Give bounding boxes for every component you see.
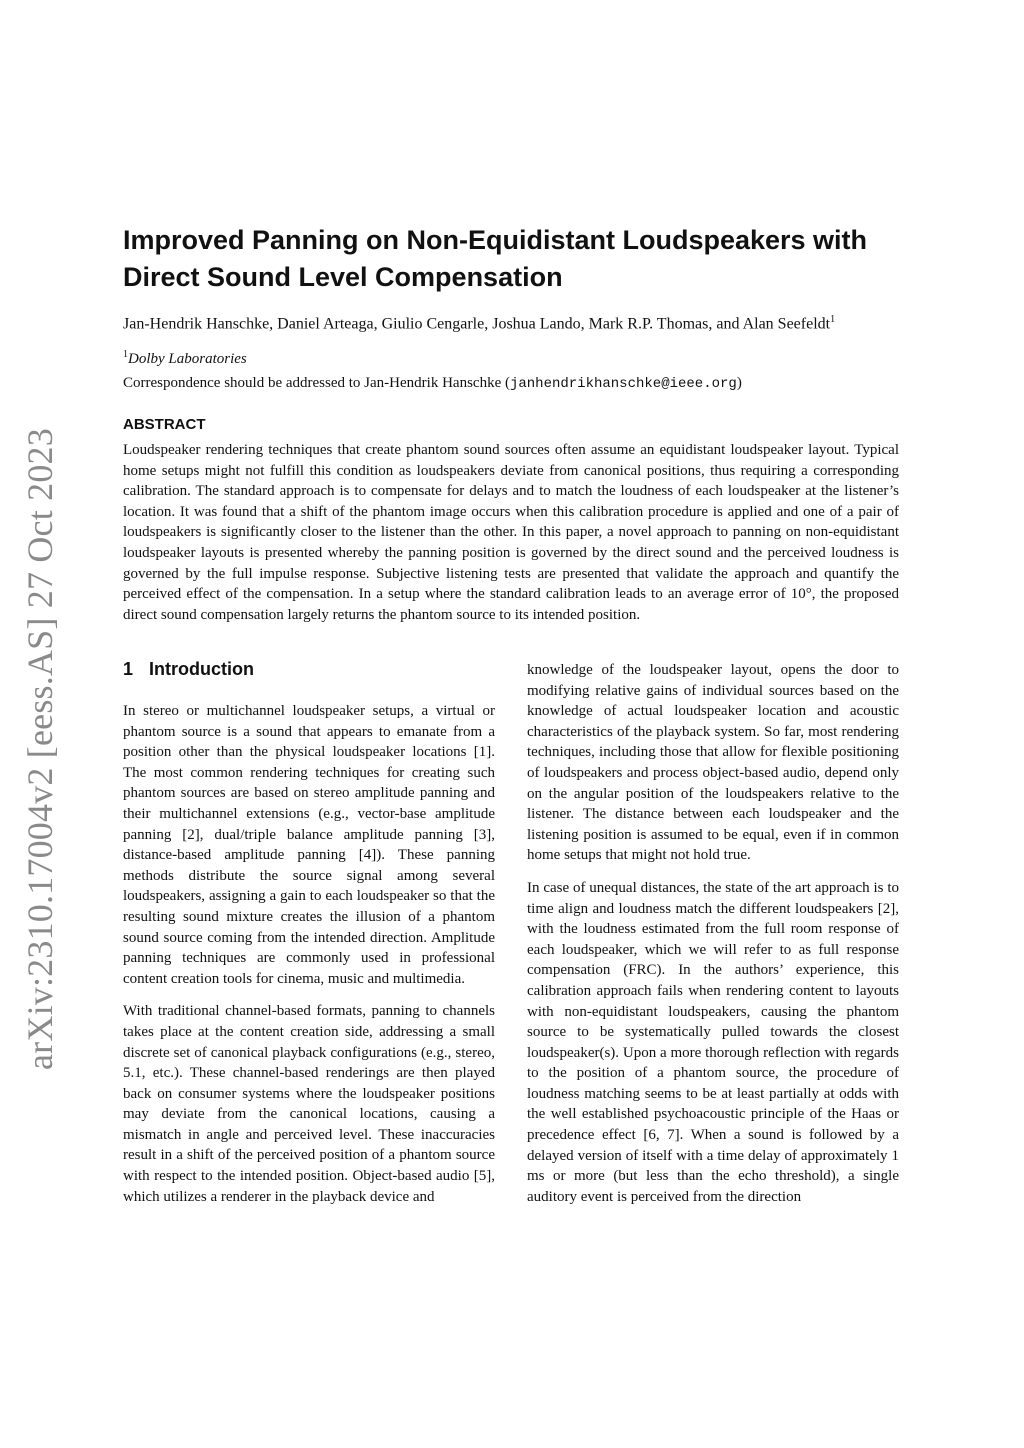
- right-column: [527, 660, 899, 1219]
- correspondence-prefix: Correspondence should be addressed to Jan-Hendrik Hanschke (: [123, 375, 510, 391]
- abstract-text: Loudspeaker rendering techniques that create phantom sound sources often assume an equidistant loudspeaker layout. Typical home setups might not fulfill this condition as loudspeakers deviate from canonical positions, thus requiring a corresponding calibration. The standard approach is to compensate for delays and to match the loudness of each loudspeaker at the listener’s location. It was found that a shift of the phantom image occurs when this calibration procedure is applied and one of a pair of loudspeakers is significantly closer to the listener than the other. In this paper, a novel approach to panning on non-equidistant loudspeaker layouts is presented whereby the panning position is governed by the direct sound and the perceived loudness is governed by the full impulse response. Subjective listening tests are presented that validate the approach and quantify the perceived effect of the compensation. In a setup where the standard calibration leads to an average error of 10°, the proposed direct sound compensation largely returns the phantom source to its intended position.: [123, 442, 899, 623]
- section-number: 1: [123, 659, 134, 679]
- intro-paragraph-2: With traditional channel-based formats, panning to channels takes place at the content creation side, addressing a small discrete set of canonical playback configurations (e.g., stereo, 5.1, etc.). These channel-based renderings are then played back on consumer systems where the loudspeaker positions may deviate from the canonical locations, causing a mismatch in angle and perceived level. These inaccuracies result in a shift of the perceived position of a phantom source with respect to the intended position. Object-based audio [5], which utilizes a renderer in the playback device and: [123, 1003, 495, 1205]
- section-heading-introduction: [123, 657, 495, 681]
- affiliation-marker: 1: [123, 349, 128, 360]
- affiliation-name: Dolby Laboratories: [128, 351, 247, 367]
- author-affiliation-marker: 1: [830, 314, 836, 325]
- paper-title: [123, 222, 923, 296]
- paper-title-line-1: Improved Panning on Non-Equidistant Loudspeakers with: [123, 225, 868, 255]
- section-title: Introduction: [149, 659, 254, 679]
- correspondence-email[interactable]: janhendrikhanschke@ieee.org: [509, 376, 737, 392]
- correspondence-line: [123, 373, 923, 394]
- paper-title-line-2: Direct Sound Level Compensation: [123, 262, 563, 292]
- author-list: [123, 309, 923, 335]
- abstract-heading: ABSTRACT: [123, 416, 206, 433]
- affiliation: [123, 345, 247, 369]
- correspondence-suffix: ): [736, 375, 742, 391]
- author-names: Jan-Hendrik Hanschke, Daniel Arteaga, Giulio Cengarle, Joshua Lando, Mark R.P. Thomas, and Alan Seefeldt: [123, 315, 831, 333]
- intro-paragraph-3: In case of unequal distances, the state of the art approach is to time align and loudness match the different loudspeakers [2], with the loudness estimated from the full room response of each loudspeaker, which we will refer to as full response compensation (FRC). In the authors’ experience, this calibration approach fails when rendering content to layouts with non-equidistant loudspeakers, causing the phantom source to be systematically pulled towards the closest loudspeaker(s). Upon a more thorough reflection with regards to the position of a phantom source, the procedure of loudness matching seems to be at least partially at odds with the well established psychoacoustic principle of the Haas or precedence effect [6, 7]. When a sound is followed by a delayed version of itself with a time delay of approximately 1 ms or more (but less than the echo threshold), a single auditory event is perceived from the direction: [527, 879, 899, 1205]
- left-column: [123, 657, 495, 1219]
- intro-paragraph-1: In stereo or multichannel loudspeaker setups, a virtual or phantom source is a sound that appears to emanate from a position other than the physical loudspeaker locations [1]. The most common rendering techniques for creating such phantom sources are based on stereo amplitude panning and their multichannel extensions (e.g., vector-base amplitude panning [2], dual/triple balance amplitude panning [3], distance-based amplitude panning [4]). These panning methods distribute the source signal among several loudspeakers, assigning a gain to each loudspeaker so that the resulting sound mixture creates the illusion of a phantom sound source coming from the intended direction. Amplitude panning techniques are commonly used in professional content creation tools for cinema, music and multimedia.: [123, 703, 495, 987]
- intro-paragraph-2-continued: knowledge of the loudspeaker layout, opens the door to modifying relative gains of individual sources based on the knowledge of actual loudspeaker location and acoustic characteristics of the playback system. So far, most rendering techniques, including those that allow for flexible positioning of loudspeakers and process object-based audio, depend only on the angular position of the loudspeakers relative to the listener. The distance between each loudspeaker and the listening position is assumed to be equal, even if in common home setups that might not hold true.: [527, 662, 899, 864]
- arxiv-identifier-sidebar: arXiv:2310.17004v2 [eess.AS] 27 Oct 2023: [20, 428, 60, 1070]
